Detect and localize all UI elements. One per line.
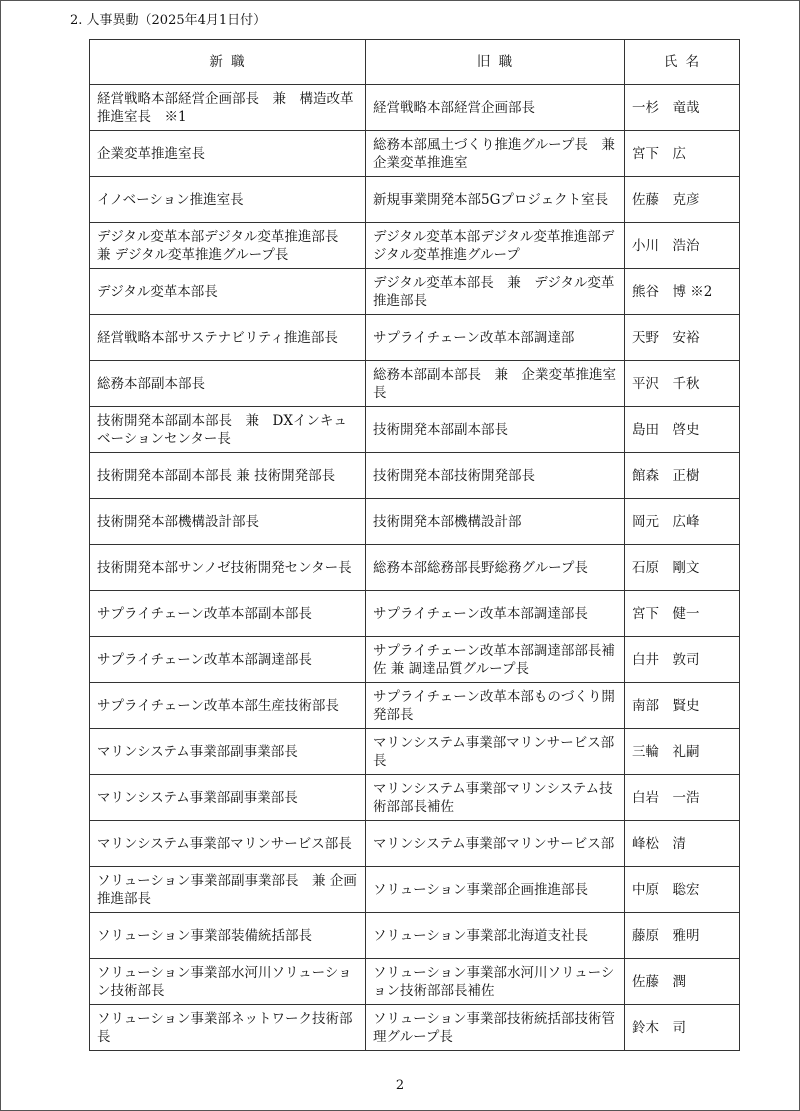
person-name-cell: 石原 剛文 [625, 545, 740, 591]
header-new-position: 新 職 [90, 40, 366, 85]
new-position-cell: 総務本部副本部長 [90, 361, 366, 407]
new-position-cell: 技術開発本部副本部長 兼 DXインキュベーションセンター長 [90, 407, 366, 453]
table-row [90, 683, 740, 729]
new-position-cell: マリンシステム事業部副事業部長 [90, 729, 366, 775]
table-row [90, 177, 740, 223]
new-position-cell: イノベーション推進室長 [90, 177, 366, 223]
person-name-cell: 中原 聡宏 [625, 867, 740, 913]
new-position-cell: サプライチェーン改革本部副本部長 [90, 591, 366, 637]
person-name-cell: 館森 正樹 [625, 453, 740, 499]
old-position-cell: 総務本部総務部長野総務グループ長 [366, 545, 625, 591]
person-name-cell: 鈴木 司 [625, 1005, 740, 1051]
table-header-row [90, 40, 740, 85]
old-position-cell: ソリューション事業部北海道支社長 [366, 913, 625, 959]
table-row [90, 453, 740, 499]
person-name-cell: 島田 啓史 [625, 407, 740, 453]
table-row [90, 821, 740, 867]
personnel-change-table [89, 39, 740, 1051]
new-position-cell: ソリューション事業部装備統括部長 [90, 913, 366, 959]
old-position-cell: ソリューション事業部水河川ソリューション技術部部長補佐 [366, 959, 625, 1005]
new-position-cell: サプライチェーン改革本部調達部長 [90, 637, 366, 683]
table-row [90, 315, 740, 361]
new-position-cell: デジタル変革本部デジタル変革推進部長 兼 デジタル変革推進グループ長 [90, 223, 366, 269]
table-row [90, 1005, 740, 1051]
table-row [90, 545, 740, 591]
table-row [90, 85, 740, 131]
old-position-cell: 技術開発本部技術開発部長 [366, 453, 625, 499]
person-name-cell: 南部 賢史 [625, 683, 740, 729]
old-position-cell: 経営戦略本部経営企画部長 [366, 85, 625, 131]
person-name-cell: 一杉 竜哉 [625, 85, 740, 131]
person-name-cell: 白岩 一浩 [625, 775, 740, 821]
person-name-cell: 宮下 広 [625, 131, 740, 177]
old-position-cell: サプライチェーン改革本部調達部長 [366, 591, 625, 637]
new-position-cell: サプライチェーン改革本部生産技術部長 [90, 683, 366, 729]
person-name-cell: 宮下 健一 [625, 591, 740, 637]
table-row [90, 959, 740, 1005]
new-position-cell: ソリューション事業部副事業部長 兼 企画推進部長 [90, 867, 366, 913]
old-position-cell: デジタル変革本部長 兼 デジタル変革推進部長 [366, 269, 625, 315]
new-position-cell: 技術開発本部副本部長 兼 技術開発部長 [90, 453, 366, 499]
old-position-cell: サプライチェーン改革本部調達部部長補佐 兼 調達品質グループ長 [366, 637, 625, 683]
new-position-cell: 企業変革推進室長 [90, 131, 366, 177]
section-heading: 2. 人事異動（2025年4月1日付） [70, 13, 267, 28]
new-position-cell: 技術開発本部機構設計部長 [90, 499, 366, 545]
person-name-cell: 小川 浩治 [625, 223, 740, 269]
table-row [90, 223, 740, 269]
new-position-cell: 経営戦略本部サステナビリティ推進部長 [90, 315, 366, 361]
new-position-cell: ソリューション事業部ネットワーク技術部長 [90, 1005, 366, 1051]
new-position-cell: マリンシステム事業部マリンサービス部長 [90, 821, 366, 867]
new-position-cell: ソリューション事業部水河川ソリューション技術部長 [90, 959, 366, 1005]
header-name: 氏 名 [625, 40, 740, 85]
person-name-cell: 天野 安裕 [625, 315, 740, 361]
person-name-cell: 白井 敦司 [625, 637, 740, 683]
table-row [90, 269, 740, 315]
old-position-cell: マリンシステム事業部マリンシステム技術部部長補佐 [366, 775, 625, 821]
new-position-cell: デジタル変革本部長 [90, 269, 366, 315]
old-position-cell: 総務本部風土づくり推進グループ長 兼 企業変革推進室 [366, 131, 625, 177]
page-number: 2 [395, 1078, 405, 1093]
person-name-cell: 三輪 礼嗣 [625, 729, 740, 775]
table-row [90, 637, 740, 683]
person-name-cell: 平沢 千秋 [625, 361, 740, 407]
table-row [90, 499, 740, 545]
old-position-cell: マリンシステム事業部マリンサービス部 [366, 821, 625, 867]
old-position-cell: デジタル変革本部デジタル変革推進部デジタル変革推進グループ [366, 223, 625, 269]
table-row [90, 913, 740, 959]
old-position-cell: ソリューション事業部企画推進部長 [366, 867, 625, 913]
old-position-cell: サプライチェーン改革本部ものづくり開発部長 [366, 683, 625, 729]
new-position-cell: 経営戦略本部経営企画部長 兼 構造改革推進室長 ※1 [90, 85, 366, 131]
table-row [90, 729, 740, 775]
person-name-cell: 佐藤 克彦 [625, 177, 740, 223]
person-name-cell: 岡元 広峰 [625, 499, 740, 545]
person-name-cell: 佐藤 潤 [625, 959, 740, 1005]
header-old-position: 旧 職 [366, 40, 625, 85]
table-row [90, 775, 740, 821]
new-position-cell: 技術開発本部サンノゼ技術開発センター長 [90, 545, 366, 591]
person-name-cell: 熊谷 博 ※2 [625, 269, 740, 315]
table-row [90, 361, 740, 407]
old-position-cell: 総務本部副本部長 兼 企業変革推進室長 [366, 361, 625, 407]
old-position-cell: 技術開発本部副本部長 [366, 407, 625, 453]
table-row [90, 131, 740, 177]
old-position-cell: マリンシステム事業部マリンサービス部長 [366, 729, 625, 775]
old-position-cell: ソリューション事業部技術統括部技術管理グループ長 [366, 1005, 625, 1051]
new-position-cell: マリンシステム事業部副事業部長 [90, 775, 366, 821]
old-position-cell: 技術開発本部機構設計部 [366, 499, 625, 545]
person-name-cell: 峰松 清 [625, 821, 740, 867]
old-position-cell: 新規事業開発本部5Gプロジェクト室長 [366, 177, 625, 223]
table-row [90, 867, 740, 913]
person-name-cell: 藤原 雅明 [625, 913, 740, 959]
table-row [90, 591, 740, 637]
table-row [90, 407, 740, 453]
old-position-cell: サプライチェーン改革本部調達部 [366, 315, 625, 361]
